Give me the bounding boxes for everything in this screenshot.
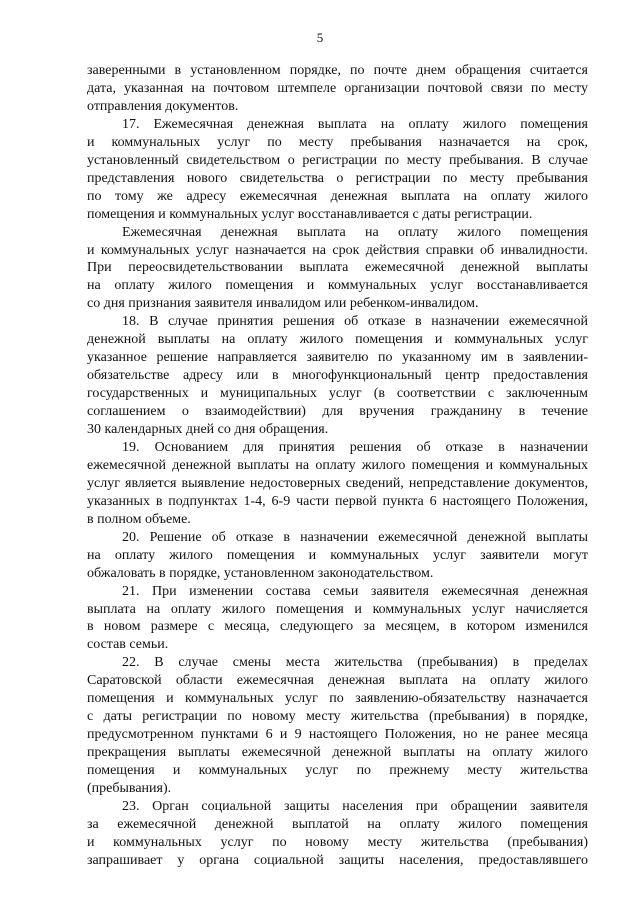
text-line: 23. Орган социальной защиты населения при обращении заявителя: [122, 798, 588, 814]
text-line: со дня признания заявителя инвалидом или ребенком-инвалидом.: [87, 296, 479, 312]
text-line: отправления документов.: [87, 98, 239, 114]
text-line: прекращения выплаты ежемесячной денежной выплаты на оплату жилого: [87, 745, 588, 761]
page-number: 5: [316, 30, 324, 45]
text-line: (пребывания).: [87, 781, 172, 796]
text-line: помещения и коммунальных услуг по прежнему месту жительства: [87, 763, 588, 778]
text-line: и коммунальных услуг по месту пребывания назначается на срок,: [87, 134, 588, 150]
text-line: 21. При изменении состава семьи заявителя ежемесячная денежная: [122, 583, 588, 599]
text-line: предусмотренном пунктами 6 и 9 настоящего Положения, но не ранее месяца: [87, 727, 588, 743]
text-line: 22. В случае смены места жительства (пребывания) в пределах: [122, 655, 588, 671]
text-line: обязательстве адресу или в многофункциональный центр предоставления: [87, 368, 588, 384]
text-line: услуг является выявление недостоверных сведений, непредставление документов,: [87, 475, 588, 491]
text-line: соглашением о взаимодействии) для вручения гражданину в течение: [87, 404, 588, 420]
text-line: Ежемесячная денежная выплата на оплату жилого помещения: [122, 224, 588, 240]
text-line: Саратовской области ежемесячная денежная выплата на оплату жилого: [87, 673, 588, 689]
text-line: денежной выплаты на оплату жилого помещения и коммунальных услуг: [87, 332, 588, 348]
text-line: с даты регистрации по новому месту жительства (пребывания) в порядке,: [87, 709, 588, 725]
text-line: в новом размере с месяца, следующего за месяцем, в котором изменился: [87, 619, 588, 635]
text-line: 17. Ежемесячная денежная выплата на оплату жилого помещения: [122, 116, 588, 132]
text-line: на оплату жилого помещения и коммунальных услуг восстанавливается: [87, 278, 588, 294]
text-line: состав семьи.: [87, 637, 169, 653]
text-line: помещения и коммунальных услуг восстанавливается с даты регистрации.: [87, 206, 533, 222]
text-line: дата, указанная на почтовом штемпеле организации почтовой связи по месту: [87, 81, 588, 96]
text-line: 20. Решение об отказе в назначении ежемесячной денежной выплаты: [122, 529, 588, 545]
text-line: помещения и коммунальных услуг по заявлению-обязательству назначается: [87, 691, 588, 707]
text-line: указанное решение направляется заявителю по указанному им в заявлении-: [87, 350, 588, 366]
text-line: 19. Основанием для принятия решения об отказе в назначении: [122, 439, 588, 455]
text-line: ежемесячной денежной выплаты на оплату жилого помещения и коммунальных: [87, 457, 588, 473]
text-line: в полном объеме.: [87, 511, 191, 527]
text-line: представления нового свидетельства о регистрации по месту пребывания: [87, 170, 588, 186]
text-line: за ежемесячной денежной выплатой на оплату жилого помещения: [87, 816, 588, 832]
text-line: выплата на оплату жилого помещения и коммунальных услуг начисляется: [87, 601, 588, 617]
text-line: заверенными в установленном порядке, по почте днем обращения считается: [87, 63, 588, 78]
text-line: на оплату жилого помещения и коммунальных услуг заявители могут: [87, 547, 588, 563]
text-line: указанных в подпунктах 1-4, 6-9 части первой пункта 6 настоящего Положения,: [87, 493, 588, 509]
text-line: 30 календарных дней со дня обращения.: [87, 422, 329, 437]
text-line: 18. В случае принятия решения об отказе в назначении ежемесячной: [122, 314, 588, 330]
text-line: и коммунальных услуг назначается на срок действия справки об инвалидности.: [87, 242, 588, 258]
text-line: запрашивает у органа социальной защиты населения, предоставлявшего: [87, 852, 588, 868]
text-line: обжаловать в порядке, установленном законодательством.: [87, 565, 434, 581]
text-line: и коммунальных услуг по новому месту жительства (пребывания): [87, 834, 588, 850]
text-line: по тому же адресу ежемесячная денежная выплата на оплату жилого: [87, 188, 588, 204]
text-line: При переосвидетельствовании выплата ежемесячной денежной выплаты: [87, 260, 588, 276]
text-line: установленный свидетельством о регистрации по месту пребывания. В случае: [87, 152, 588, 168]
text-line: государственных и муниципальных услуг (в соответствии с заключенным: [87, 386, 588, 402]
